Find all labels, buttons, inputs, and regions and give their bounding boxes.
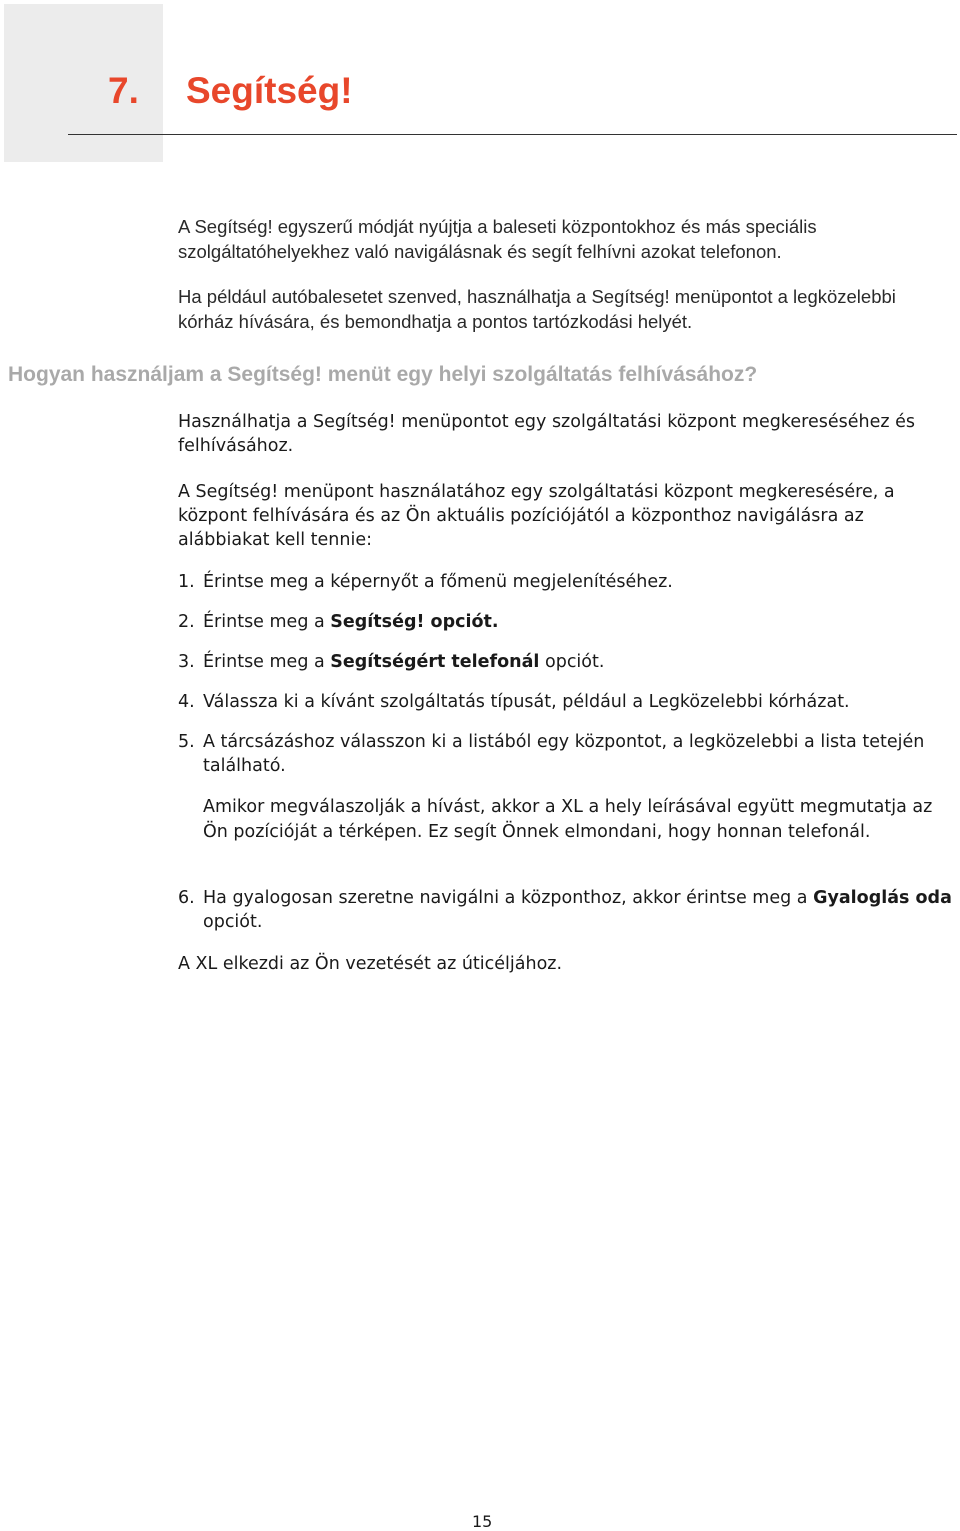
step-text-suffix: opciót. [539, 652, 605, 672]
step-text: Válassza ki a kívánt szolgáltatás típusát, például a Legközelebbi kórházat. [203, 692, 850, 712]
step-text: Érintse meg a [203, 612, 331, 632]
step-text: Ha gyalogosan szeretne navigálni a központhoz, akkor érintse meg a [203, 888, 814, 908]
section-paragraph-2: A Segítség! menüpont használatához egy szolgáltatási központ megkeresésére, a központ felhívására és az Ön aktuális pozíciójától a központhoz navigálásra az alábbiakat kell tennie: [178, 482, 895, 550]
step-number: 1. [178, 572, 195, 592]
step-number: 3. [178, 652, 195, 672]
step-text: Érintse meg a [203, 652, 331, 672]
section-heading: Hogyan használjam a Segítség! menüt egy helyi szolgáltatás felhívásához? [8, 363, 758, 386]
page-number: 15 [472, 1512, 493, 1531]
step-item [178, 570, 953, 594]
step-text-suffix: opciót. [203, 912, 263, 932]
step-item [178, 610, 953, 634]
section-paragraph-1: Használhatja a Segítség! menüpontot egy szolgáltatási központ megkereséséhez és felhívásához. [178, 412, 915, 456]
step-number: 2. [178, 612, 195, 632]
intro-paragraph-1: A Segítség! egyszerű módját nyújtja a baleseti központokhoz és más speciális szolgáltatóhelyekhez való navigálásnak és segít felhívni azokat telefonon. [178, 216, 817, 262]
chapter-title: Segítség! [186, 70, 353, 111]
chapter-number: 7. [108, 70, 139, 111]
chapter-tab-background [4, 4, 163, 162]
step-bold-option: Segítség! opciót. [330, 612, 499, 632]
intro-paragraph-2: Ha például autóbalesetet szenved, használhatja a Segítség! menüpontot a legközelebbi kórház hívására, és bemondhatja a pontos tartózkodási helyét. [178, 286, 896, 332]
closing-paragraph: A XL elkezdi az Ön vezetését az úticéljához. [178, 954, 563, 974]
step-text: A tárcsázáshoz válasszon ki a listából egy központot, a legközelebbi a lista tetején található. [203, 732, 925, 776]
step-bold-option: Gyaloglás oda [813, 888, 952, 908]
step-number: 6. [178, 888, 195, 908]
step-item [178, 650, 953, 674]
step-text: Érintse meg a képernyőt a főmenü megjelenítéséhez. [203, 572, 673, 592]
step-number: 5. [178, 732, 195, 752]
step-number: 4. [178, 692, 195, 712]
step-item [178, 730, 953, 778]
step-item [178, 690, 953, 714]
header-divider [68, 134, 957, 135]
step-5-note: Amikor megválaszolják a hívást, akkor a XL a hely leírásával együtt megmutatja az Ön pozícióját a térképen. Ez segít Önnek elmondani, hogy honnan telefonál. [203, 797, 933, 842]
step-item [178, 886, 953, 934]
step-bold-option: Segítségért telefonál [330, 652, 540, 672]
